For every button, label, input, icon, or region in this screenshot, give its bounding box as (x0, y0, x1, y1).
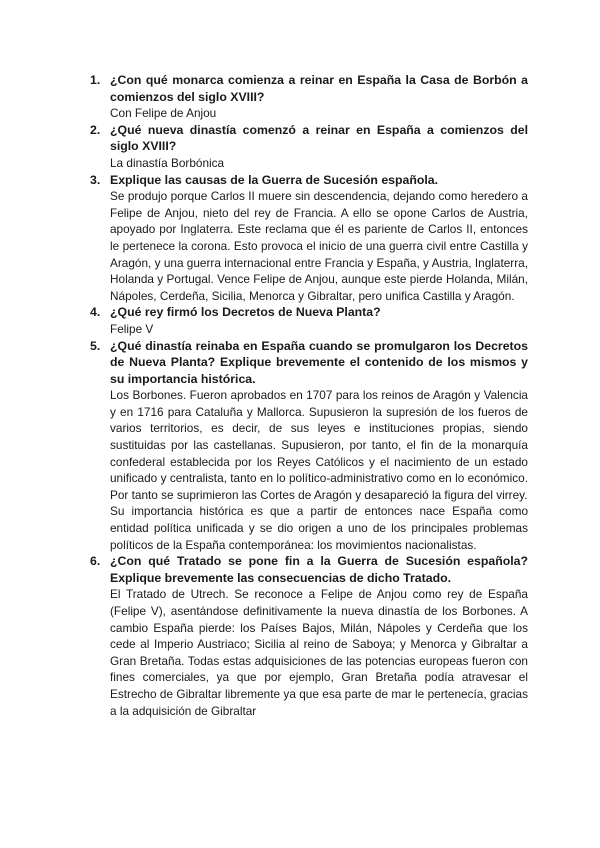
answer-text: Los Borbones. Fueron aprobados en 1707 para los reinos de Aragón y Valencia y en 1716 para Cataluña y Mallorca. Supusieron la supresión de los fueros de varios territorios, es decir, de sus leyes e instituciones propias, siendo sustituidas por las castellanas. Supusieron, por tanto, el fin de la monarquía confederal establecida por los Reyes Católicos y el nacimiento de un estado unificado y centralista, tanto en lo político-administrativo como en lo económico. Por tanto se suprimieron las Cortes de Aragón y desapareció la figura del virrey. (110, 388, 528, 502)
item-number: 4. (90, 305, 101, 320)
list-item (90, 172, 528, 305)
item-number: 2. (90, 122, 101, 137)
answer-text: La dinastía Borbónica (110, 155, 225, 170)
answer-text: Con Felipe de Anjou (110, 106, 217, 121)
question-text: ¿Con qué monarca comienza a reinar en España la Casa de Borbón a comienzos del siglo XVIII? (110, 73, 528, 104)
question-text: ¿Qué nueva dinastía comenzó a reinar en España a comienzos del siglo XVIII? (110, 122, 528, 154)
list-item (90, 553, 528, 719)
item-number: 3. (90, 172, 101, 187)
question-text: ¿Qué rey firmó los Decretos de Nueva Planta? (110, 305, 381, 320)
item-number: 1. (90, 73, 101, 87)
list-item (90, 122, 528, 172)
answer-text: Se produjo porque Carlos II muere sin descendencia, dejando como heredero a Felipe de Anjou, nieto del rey de Francia. A ello se opone Carlos de Austria, apoyado por Inglaterra. Este reclama que él es pariente de Carlos II, entonces le pertenece la corona. Esto provoca el inicio de una guerra civil entre Castilla y Aragón, y una guerra internacional entre Francia y España, y Austria, Inglaterra, Holanda y Portugal. Vence Felipe de Anjou, aunque este pierde Holanda, Milán, Nápoles, Cerdeña, Sicilia, Menorca y Gibraltar, pero unifica Castilla y Aragón. (110, 189, 528, 303)
question-text: Explique las causas de la Guerra de Sucesión española. (110, 172, 439, 187)
answer-text: Felipe V (110, 321, 154, 336)
question-list (90, 72, 528, 719)
list-item (90, 72, 528, 122)
answer-text: Su importancia histórica es que a partir de entonces nace España como entidad política unificada y se dio origen a uno de los principales problemas políticos de la España contemporánea: los movimientos nacionalistas. (110, 504, 528, 552)
item-number: 5. (90, 338, 101, 353)
answer-text: El Tratado de Utrech. Se reconoce a Felipe de Anjou como rey de España (Felipe V), asentándose definitivamente la nueva dinastía de los Borbones. A cambio España pierde: los Países Bajos, Milán, Nápoles y Cerdeña que los cede al Imperio Austriaco; Sicilia al reino de Saboya; y Menorca y Gibraltar a Gran Bretaña. Todas estas adquisiciones de las potencias europeas fueron con fines comerciales, ya que por ejemplo, Gran Bretaña podía atravesar el Estrecho de Gibraltar libremente ya que esa parte de mar le pertenecía, gracias a la adquisición de Gibraltar (110, 587, 528, 718)
question-text: ¿Qué dinastía reinaba en España cuando se promulgaron los Decretos de Nueva Planta? Explique brevemente el contenido de los mismos y su importancia histórica. (110, 338, 528, 386)
list-item (90, 338, 528, 554)
item-number: 6. (90, 554, 101, 569)
list-item (90, 304, 528, 337)
question-text: ¿Con qué Tratado se pone fin a la Guerra de Sucesión española? Explique brevemente las consecuencias de dicho Tratado. (110, 554, 528, 585)
